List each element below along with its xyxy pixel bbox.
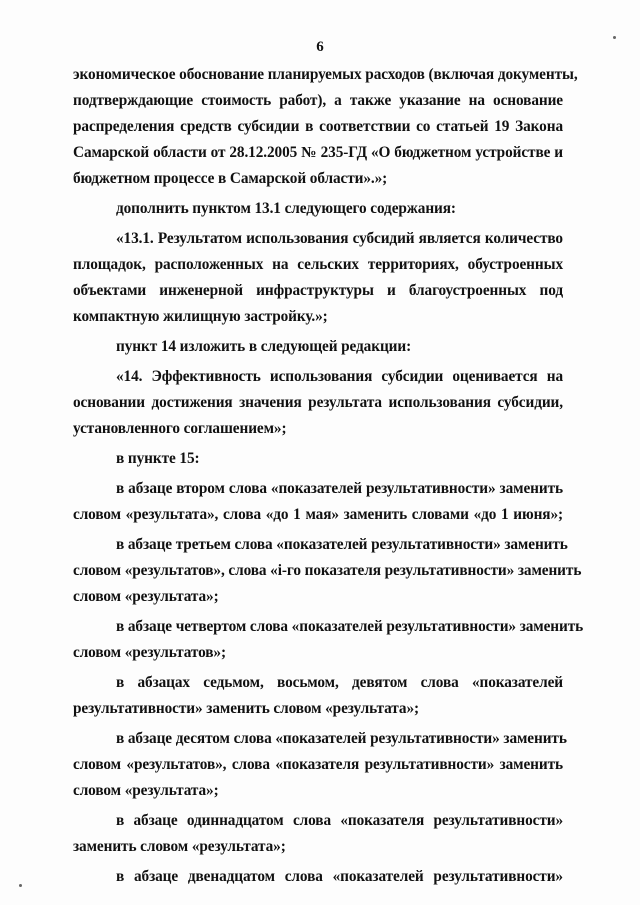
text-line: распределения средств субсидии в соответствии со статьей 19 Закона <box>73 118 563 135</box>
text-line: в абзаце двенадцатом слова «показателей результативности» <box>116 868 563 885</box>
text-line: площадок, расположенных на сельских территориях, обустроенных <box>73 256 563 273</box>
text-line: «13.1. Результатом использования субсидий является количество <box>116 230 563 247</box>
text-line: пункт 14 изложить в следующей редакции: <box>116 338 412 355</box>
text-line: в абзаце четвертом слова «показателей результативности» заменить <box>116 618 584 635</box>
document-body <box>73 62 584 890</box>
text-line: словом «результата», слова «до 1 мая» заменить словами «до 1 июня»; <box>73 506 563 523</box>
text-line: словом «результата»; <box>73 782 219 799</box>
text-line: в абзаце втором слова «показателей результативности» заменить <box>116 480 563 497</box>
text-line: бюджетном процессе в Самарской области».»; <box>73 170 388 187</box>
text-line: «14. Эффективность использования субсидии оценивается на <box>116 368 563 385</box>
text-line: словом «результатов», слова «показателя результативности» заменить <box>73 756 563 773</box>
text-line: в абзацах седьмом, восьмом, девятом слова «показателей <box>116 674 563 691</box>
text-line: словом «результатов», слова «i-го показателя результативности» заменить <box>73 562 582 579</box>
page-number: 6 <box>316 39 324 55</box>
scan-speck <box>19 884 22 887</box>
text-line: в абзаце третьем слова «показателей результативности» заменить <box>116 536 568 553</box>
text-line: основании достижения значения результата использования субсидии, <box>73 394 563 411</box>
text-line: Самарской области от 28.12.2005 № 235-ГД «О бюджетном устройстве и <box>73 144 563 161</box>
text-line: результативности» заменить словом «результата»; <box>73 700 420 717</box>
text-line: установленного соглашением»; <box>73 420 287 437</box>
text-line: объектами инженерной инфраструктуры и благоустроенных под <box>73 282 563 299</box>
scan-speck <box>613 36 616 39</box>
text-line: дополнить пунктом 13.1 следующего содержания: <box>116 200 456 217</box>
text-line: в абзаце десятом слова «показателей результативности» заменить <box>116 730 567 747</box>
text-line: экономическое обоснование планируемых расходов (включая документы, <box>73 66 578 83</box>
text-line: в пункте 15: <box>116 450 200 467</box>
text-line: подтверждающие стоимость работ), а также указание на основание <box>73 92 563 109</box>
text-line: словом «результата»; <box>73 588 219 605</box>
text-line: в абзаце одиннадцатом слова «показателя результативности» <box>116 812 563 829</box>
text-line: заменить словом «результата»; <box>73 838 286 855</box>
text-line: словом «результатов»; <box>73 644 226 661</box>
text-line: компактную жилищную застройку.»; <box>73 308 328 325</box>
